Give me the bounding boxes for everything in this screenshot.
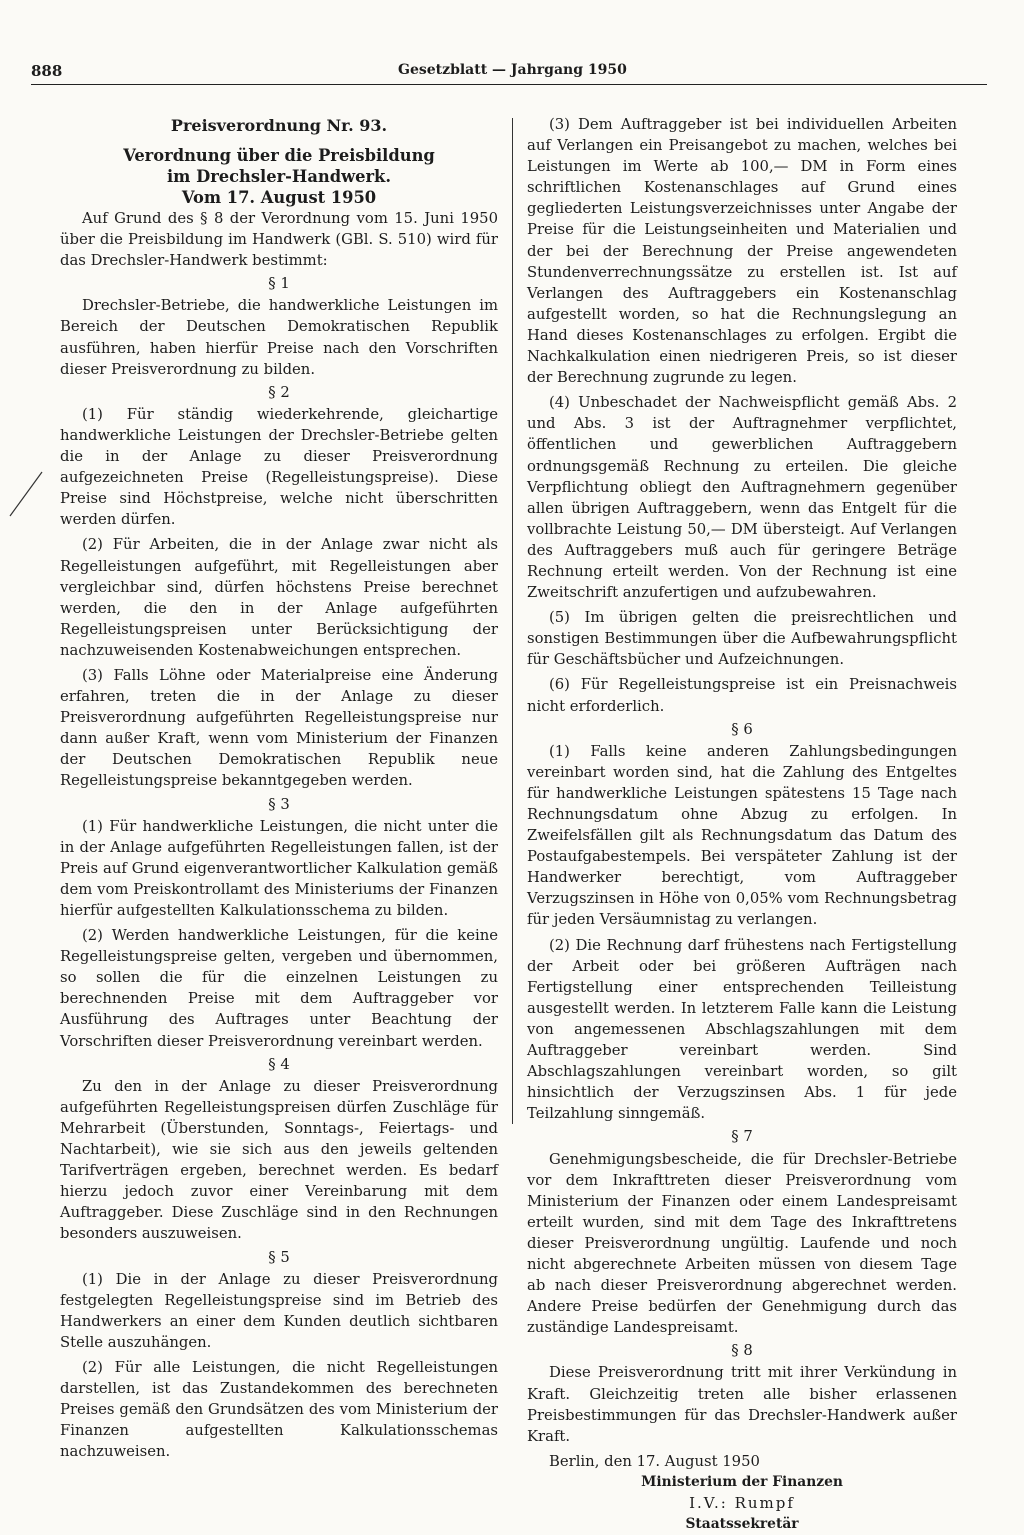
header-rule: [31, 84, 987, 85]
section-6-paragraph-2: (2) Die Rechnung darf frühestens nach Fertigstellung der Arbeit oder bei größeren Aufträgen nach Fertigstellung einer entsprechenden Teilleistung ausgestellt werden. In letzterem Falle kann die Leistung von angemessenen Abschlagszahlungen mit dem Auftraggeber vereinbart werden. Sind Abschlagszahlungen vereinbart worden, so gilt hinsichtlich der Verzugszinsen Abs. 1 für jede Teilzahlung sinngemäß.: [527, 936, 957, 1123]
section-3-paragraph-1: (1) Für handwerkliche Leistungen, die nicht unter die in der Anlage aufgeführten Regelleistungen fallen, ist der Preis auf Grund eigenverantwortlicher Kalkulation gemäß dem vom Preiskontrollamt des Ministeriums der Finanzen hierfür aufgestellten Kalkulationsschema zu bilden.: [60, 817, 498, 919]
section-5-paragraph-6: (6) Für Regelleistungspreise ist ein Preisnachweis nicht erforderlich.: [527, 676, 957, 715]
section-7-heading: § 7: [731, 1128, 753, 1146]
section-6-paragraph-1: (1) Falls keine anderen Zahlungsbedingungen vereinbart worden sind, hat die Zahlung des Entgeltes für handwerkliche Leistungen spätestens 15 Tage nach Rechnungsdatum ohne Abzug zu erfolgen. In Zweifelsfällen gilt als Rechnungsdatum das Datum des Postaufgabestempels. Bei verspäteter Zahlung ist der Handwerker berechtigt, vom Auftraggeber Verzugszinsen in Höhe von 0,05% vom Rechnungsbetrag für jeden Versäumnistag zu verlangen.: [527, 742, 957, 929]
section-3-paragraph-2: (2) Werden handwerkliche Leistungen, für die keine Regelleistungspreise gelten, vergeben und übernommen, so sollen die für die einzelnen Leistungen zu berechnenden Preise mit dem Auftraggeber vor Ausführung des Auftrages unter Beachtung der Vorschriften dieser Preisverordnung vereinbart werden.: [60, 927, 498, 1050]
section-5-paragraph-3: (3) Dem Auftraggeber ist bei individuellen Arbeiten auf Verlangen ein Preisangebot zu machen, welches bei Leistungen im Werte ab 100,— DM in Form eines schriftlichen Kostenanschlages auf Grund eines gegliederten Leistungsverzeichnisses unter Angabe der Preise für die Leistungseinheiten und Materialien und der bei der Berechnung der Preise angewendeten Stundenverrechnungssätze zu erstellen ist. Ist auf Verlangen des Auftraggebers ein Kostenanschlag aufgestellt worden, so hat die Rechnungslegung an Hand dieses Kostenanschlages zu erfolgen. Ergibt die Nachkalkulation einen niedrigeren Preis, so ist dieser der Berechnung zugrunde zu legen.: [527, 116, 957, 387]
section-5-paragraph-5: (5) Im übrigen gelten die preisrechtlichen und sonstigen Bestimmungen über die Aufbewahrungspflicht für Geschäftsbücher und Aufzeichnungen.: [527, 609, 957, 669]
section-5-paragraph-2: (2) Für alle Leistungen, die nicht Regelleistungen darstellen, ist das Zustandekommen des berechneten Preises gemäß den Grundsätzen des vom Ministerium der Finanzen aufgestellten Kalkulationsschemas nachzuweisen.: [60, 1358, 498, 1461]
ordinance-date: Vom 17. August 1950: [181, 188, 377, 207]
section-1-text: Drechsler-Betriebe, die handwerkliche Leistungen im Bereich der Deutschen Demokratischen Republik ausführen, haben hierfür Preise nach den Vorschriften dieser Preisverordnung zu bilden.: [60, 297, 498, 378]
section-2-heading: § 2: [268, 383, 290, 401]
section-4-text: Zu den in der Anlage zu dieser Preisverordnung aufgeführten Regelleistungspreisen dürfen Zuschläge für Mehrarbeit (Überstunden, Sonntags-, Feiertags- und Nachtarbeit), wie sie sich aus den jeweils geltenden Tarifverträgen ergeben, berechnet werden. Es bedarf hierzu jedoch zuvor einer Vereinbarung mit dem Auftraggeber. Diese Zuschläge sind in den Rechnungen besonders auszuweisen.: [60, 1077, 498, 1243]
ordinance-title: Preisverordnung Nr. 93.: [170, 116, 388, 135]
section-2-paragraph-2: (2) Für Arbeiten, die in der Anlage zwar nicht als Regelleistungen aufgeführt, mit Regelleistungen aber vergleichbar sind, dürfen höchstens Preise berechnet werden, die den in der Anlage aufgeführten Regelleistungspreisen unter Berücksichtigung der nachzuweisenden Kostenabweichungen entsprechen.: [60, 536, 498, 659]
ordinance-subtitle-line2: im Drechsler-Handwerk.: [167, 167, 391, 186]
signatory-title: Staatssekretär: [685, 1515, 799, 1532]
column-divider: [512, 118, 513, 1124]
section-6-heading: § 6: [731, 720, 753, 738]
section-8-heading: § 8: [731, 1342, 753, 1360]
right-column: [527, 114, 957, 1535]
left-column: [60, 114, 498, 1462]
signing-ministry: Ministerium der Finanzen: [641, 1473, 843, 1490]
section-4-heading: § 4: [268, 1055, 290, 1073]
pencil-mark-icon: [8, 470, 48, 520]
ordinance-subtitle-line1: Verordnung über die Preisbildung: [123, 146, 435, 165]
preamble: Auf Grund des § 8 der Verordnung vom 15. Juni 1950 über die Preisbildung im Handwerk (GBl. S. 510) wird für das Drechsler-Handwerk bestimmt:: [60, 210, 498, 270]
section-2-paragraph-1: (1) Für ständig wiederkehrende, gleichartige handwerkliche Leistungen der Drechsler-Betriebe gelten die in der Anlage zu dieser Preisverordnung aufgezeichneten Preise (Regelleistungspreise). Diese Preise sind Höchstpreise, welche nicht überschritten werden dürfen.: [60, 405, 498, 529]
section-5-heading: § 5: [268, 1248, 290, 1266]
page-number: 888: [31, 62, 63, 80]
running-header: Gesetzblatt — Jahrgang 1950: [398, 62, 627, 78]
section-3-heading: § 3: [268, 795, 290, 813]
section-2-paragraph-3: (3) Falls Löhne oder Materialpreise eine Änderung erfahren, treten die in der Anlage zu dieser Preisverordnung aufgeführten Regelleistungspreise nur dann außer Kraft, wenn vom Ministerium der Finanzen der Deutschen Demokratischen Republik neue Regelleistungspreise bekanntgegeben werden.: [60, 666, 498, 790]
signatory-name: I.V.: Rumpf: [689, 1493, 795, 1512]
section-8-text: Diese Preisverordnung tritt mit ihrer Verkündung in Kraft. Gleichzeitig treten alle bisher erlassenen Preisbestimmungen für das Drechsler-Handwerk außer Kraft.: [527, 1364, 957, 1445]
place-and-date: Berlin, den 17. August 1950: [549, 1452, 760, 1470]
section-7-text: Genehmigungsbescheide, die für Drechsler-Betriebe vor dem Inkrafttreten dieser Preisverordnung vom Ministerium der Finanzen oder einem Landespreisamt erteilt wurden, sind mit dem Tage des Inkrafttretens dieser Preisverordnung ungültig. Laufende und noch nicht abgerechnete Arbeiten müssen von diesem Tage ab nach dieser Preisverordnung abgerechnet werden. Andere Preise bedürfen der Genehmigung durch das zuständige Landespreisamt.: [527, 1150, 957, 1337]
section-1-heading: § 1: [268, 275, 290, 293]
section-5-paragraph-4: (4) Unbeschadet der Nachweispflicht gemäß Abs. 2 und Abs. 3 ist der Auftragnehmer verpflichtet, öffentlichen und gewerblichen Auftraggebern ordnungsgemäß Rechnung zu erteilen. Die gleiche Verpflichtung obliegt den Auftragnehmern gegenüber allen übrigen Auftraggebern, wenn das Entgelt für die vollbrachte Leistung 50,— DM übersteigt. Auf Verlangen des Auftraggebers muß auch für geringere Beträge Rechnung erteilt werden. Von der Rechnung ist eine Zweitschrift anzufertigen und aufzubewahren.: [527, 394, 957, 602]
section-5-paragraph-1: (1) Die in der Anlage zu dieser Preisverordnung festgelegten Regelleistungspreise sind im Betrieb des Handwerkers an einer dem Kunden deutlich sichtbaren Stelle auszuhängen.: [60, 1270, 498, 1351]
